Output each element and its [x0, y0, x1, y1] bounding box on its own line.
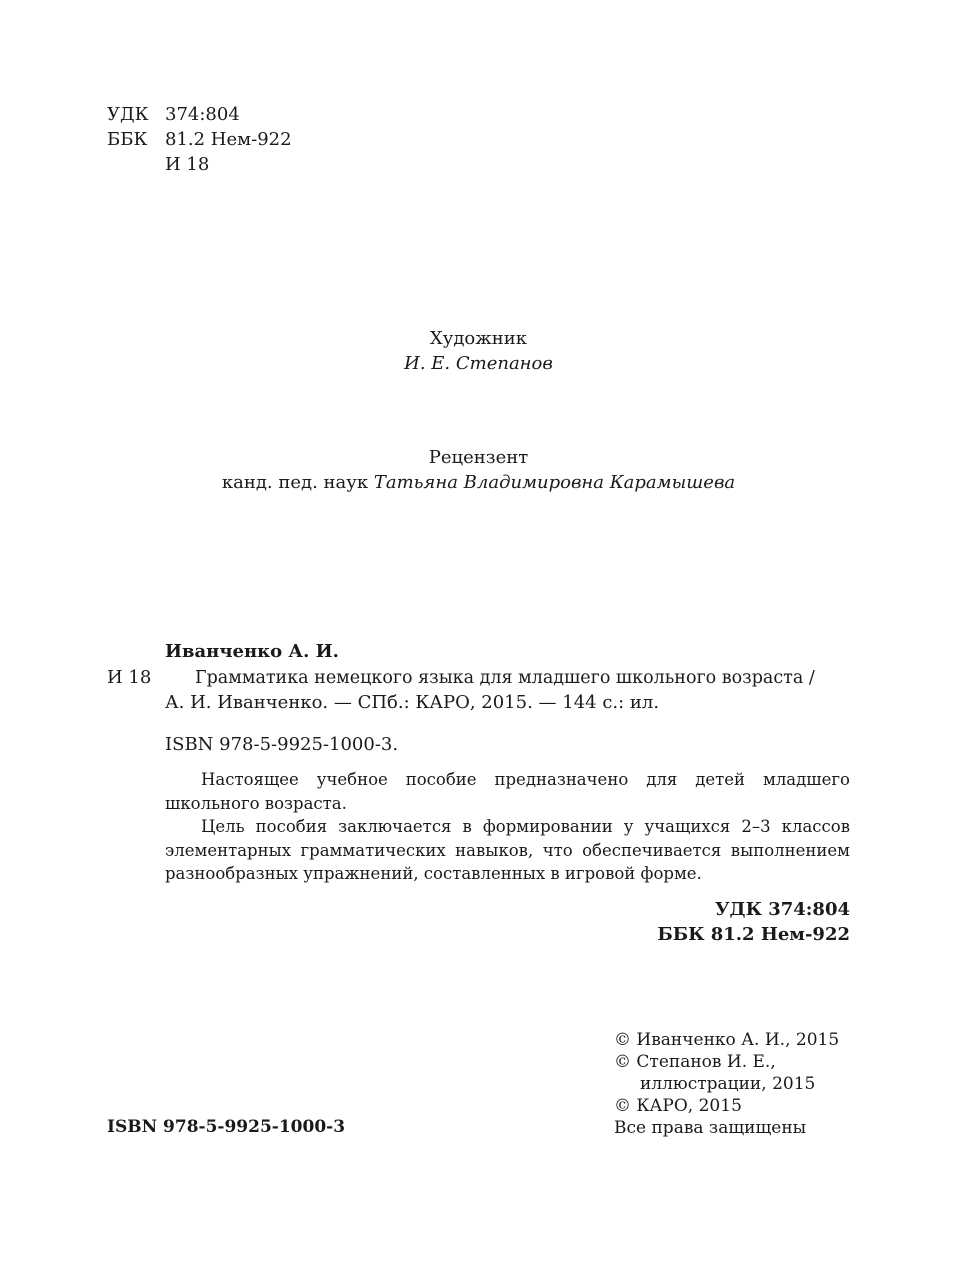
udk-label: УДК	[107, 104, 149, 125]
catalog-isbn: ISBN 978-5-9925-1000-3.	[165, 734, 399, 755]
artist-label: Художник	[429, 328, 528, 349]
catalog-bbk: ББК 81.2 Нем-922	[657, 924, 850, 945]
catalog-author: Иванченко А. И.	[165, 641, 339, 662]
copyright-author: © Иванченко А. И., 2015	[614, 1030, 840, 1050]
artist-name: И. Е. Степанов	[404, 353, 553, 374]
annotation-paragraph-1: Настоящее учебное пособие предназначено для детей младшего школьного возраста.	[165, 770, 850, 813]
catalog-title-line1: Грамматика немецкого языка для младшего школьного возраста /	[195, 668, 815, 688]
copyright-publisher: © КАРО, 2015	[614, 1096, 742, 1116]
udk-value: 374:804	[165, 104, 240, 125]
reviewer-label: Рецензент	[428, 447, 529, 468]
copyright-illustrator: © Степанов И. Е.,	[614, 1052, 776, 1072]
bbk-value: 81.2 Нем-922	[165, 129, 292, 150]
annotation-paragraph-2: Цель пособия заключается в формировании у учащихся 2–3 классов элементарных грамматических навыков, что обеспечивается выполнением разнообразных упражнений, составленных в игровой форме.	[165, 817, 850, 883]
catalog-title-line2: А. И. Иванченко. — СПб.: КАРО, 2015. — 144 с.: ил.	[165, 692, 660, 713]
reviewer-line	[0, 471, 957, 495]
catalog-sign: И 18	[107, 667, 152, 688]
reviewer-name: Татьяна Владимировна Карамышева	[373, 472, 736, 493]
reviewer-degree: канд. пед. наук	[221, 472, 369, 493]
catalog-udk: УДК 374:804	[714, 899, 850, 920]
author-sign: И 18	[165, 154, 210, 175]
rights-reserved: Все права защищены	[614, 1118, 807, 1138]
bbk-label: ББК	[107, 129, 148, 150]
footer-isbn: ISBN 978-5-9925-1000-3	[107, 1117, 346, 1137]
copyright-illustrator-note: иллюстрации, 2015	[640, 1074, 816, 1094]
